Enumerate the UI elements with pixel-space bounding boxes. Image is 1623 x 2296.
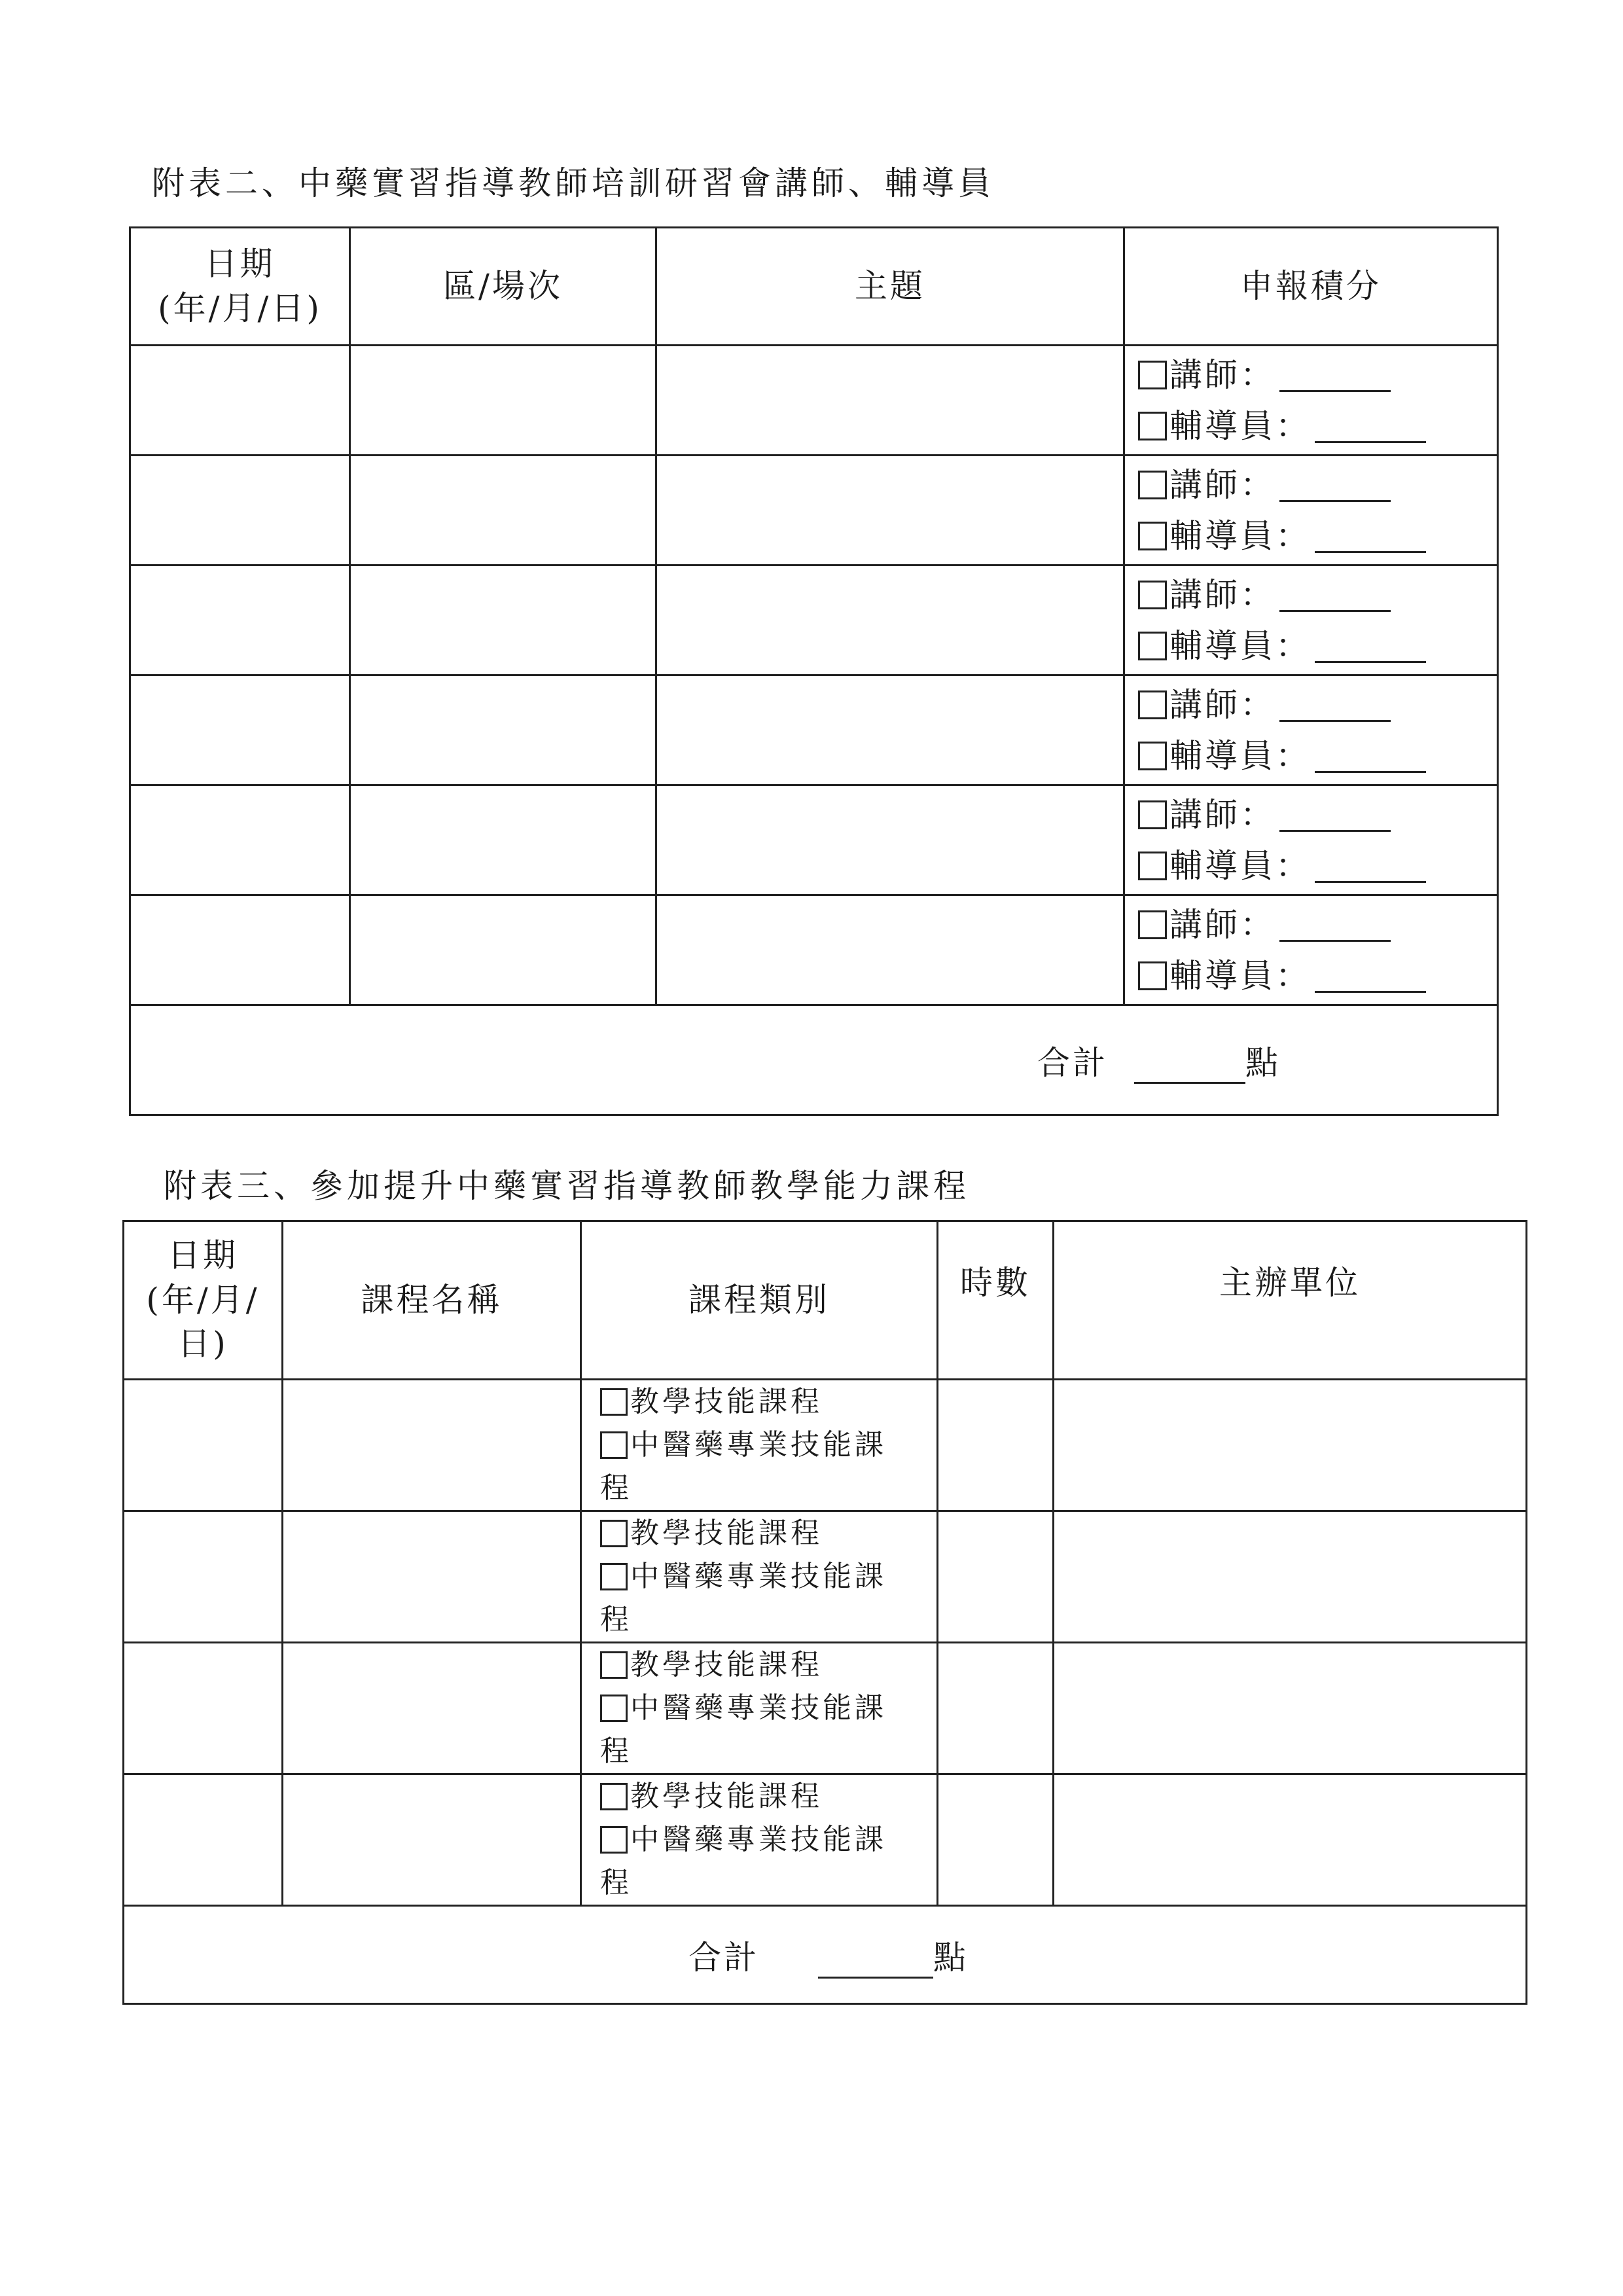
course-name-field[interactable] [283,1380,581,1511]
appendix2-total-row [130,1005,1498,1115]
date-field[interactable] [124,1380,283,1511]
table-row [130,565,1498,675]
topic-field[interactable] [656,785,1124,895]
header-date-line1: 日期 [204,245,276,283]
total-points-field[interactable] [1134,1049,1245,1084]
tutor-checkbox[interactable] [1138,632,1167,660]
course-type-cell [581,1774,938,1906]
tutor-checkbox[interactable] [1138,412,1167,440]
course-type-cell [581,1511,938,1643]
tutor-option [1138,401,1497,452]
lecturer-points-field[interactable] [1279,357,1391,392]
date-field[interactable] [130,785,350,895]
session-field[interactable] [350,456,656,565]
lecturer-points-field[interactable] [1279,907,1391,942]
header-hours: 時數 [938,1221,1054,1380]
tutor-label: 輔導員： [1169,956,1311,995]
course-type-cell [581,1643,938,1774]
tutor-points-field[interactable] [1315,738,1426,773]
topic-field[interactable] [656,456,1124,565]
appendix3-title: 附表三、參加提升中藥實習指導教師教學能力課程 [164,1167,970,1205]
header-points: 申報積分 [1124,228,1498,346]
date-field[interactable] [124,1643,283,1774]
tutor-option [1138,620,1497,672]
organizer-field[interactable] [1054,1774,1527,1906]
lecturer-option [1138,350,1497,401]
appendix3-total-row [124,1906,1527,2004]
teaching-skill-checkbox[interactable] [600,1388,628,1416]
table-row [124,1774,1527,1906]
topic-field[interactable] [656,675,1124,785]
header-organizer: 主辦單位 [1054,1221,1527,1380]
tutor-checkbox[interactable] [1138,742,1167,770]
points-claim-cell [1124,895,1498,1005]
tutor-checkbox[interactable] [1138,852,1167,880]
lecturer-points-field[interactable] [1279,577,1391,612]
tcm-skill-checkbox[interactable] [600,1695,628,1722]
teaching-skill-label: 教學技能課程 [630,1648,823,1681]
points-claim-cell [1124,675,1498,785]
teaching-skill-label: 教學技能課程 [630,1516,823,1550]
session-field[interactable] [350,565,656,675]
tutor-option [1138,840,1497,891]
header-date-line2: (年/月/日) [158,289,322,327]
tutor-label: 輔導員： [1169,516,1311,555]
tcm-skill-label-line2: 程 [600,1866,632,1899]
tcm-skill-checkbox[interactable] [600,1431,628,1459]
tutor-label: 輔導員： [1169,626,1311,665]
tutor-points-field[interactable] [1315,958,1426,993]
teaching-skill-option [600,1775,936,1818]
appendix2-table [129,226,1499,1116]
table-row [130,895,1498,1005]
table-row [130,456,1498,565]
lecturer-checkbox[interactable] [1138,581,1167,609]
total-unit: 點 [933,1938,969,1977]
tutor-points-field[interactable] [1315,408,1426,443]
date-field[interactable] [130,675,350,785]
session-field[interactable] [350,346,656,456]
course-name-field[interactable] [283,1643,581,1774]
date-field[interactable] [130,346,350,456]
lecturer-label: 講師： [1169,355,1275,394]
lecturer-points-field[interactable] [1279,797,1391,832]
header-session: 區/場次 [350,228,656,346]
points-claim-cell [1124,456,1498,565]
lecturer-option [1138,569,1497,620]
lecturer-option [1138,679,1497,730]
hours-field[interactable] [938,1380,1054,1511]
lecturer-label: 講師： [1169,905,1275,944]
header-date [130,228,350,346]
tcm-skill-label-line2: 程 [600,1734,632,1768]
header-course-type: 課程類別 [581,1221,938,1380]
teaching-skill-checkbox[interactable] [600,1651,628,1679]
hours-field[interactable] [938,1643,1054,1774]
tcm-skill-option [600,1555,936,1641]
hours-field[interactable] [938,1774,1054,1906]
appendix2-title: 附表二、中藥實習指導教師培訓研習會講師、輔導員 [152,164,995,202]
table-row [124,1643,1527,1774]
header-date-line1: 日期 [168,1236,238,1275]
teaching-skill-checkbox[interactable] [600,1783,628,1810]
lecturer-points-field[interactable] [1279,467,1391,502]
tcm-skill-checkbox[interactable] [600,1826,628,1854]
lecturer-label: 講師： [1169,685,1275,724]
teaching-skill-option [600,1380,936,1424]
topic-field[interactable] [656,346,1124,456]
session-field[interactable] [350,785,656,895]
points-claim-cell [1124,785,1498,895]
tcm-skill-option [600,1818,936,1905]
teaching-skill-option [600,1512,936,1555]
organizer-field[interactable] [1054,1643,1527,1774]
total-unit: 點 [1245,1043,1281,1082]
lecturer-label: 講師： [1169,795,1275,834]
tcm-skill-checkbox[interactable] [600,1563,628,1590]
date-field[interactable] [124,1511,283,1643]
teaching-skill-option [600,1643,936,1687]
lecturer-checkbox[interactable] [1138,361,1167,389]
table-row [124,1380,1527,1511]
appendix3-table [122,1220,1527,2005]
course-type-cell [581,1380,938,1511]
tutor-checkbox[interactable] [1138,961,1167,990]
tcm-skill-label-line2: 程 [600,1603,632,1636]
header-date-line2: (年/月/ [146,1280,260,1319]
total-label: 合計 [688,1938,759,1977]
points-claim-cell [1124,346,1498,456]
tcm-skill-label-line1: 中醫藥專業技能課 [630,1428,887,1462]
date-field[interactable] [130,565,350,675]
table-row [124,1511,1527,1643]
tutor-label: 輔導員： [1169,846,1311,885]
course-name-field[interactable] [283,1511,581,1643]
date-field[interactable] [130,895,350,1005]
tutor-option [1138,730,1497,781]
tutor-points-field[interactable] [1315,518,1426,553]
lecturer-checkbox[interactable] [1138,471,1167,499]
date-field[interactable] [130,456,350,565]
tutor-option [1138,950,1497,1001]
tutor-label: 輔導員： [1169,736,1311,775]
header-date [124,1221,283,1380]
tcm-skill-option [600,1424,936,1510]
header-topic: 主題 [656,228,1124,346]
topic-field[interactable] [656,565,1124,675]
session-field[interactable] [350,895,656,1005]
date-field[interactable] [124,1774,283,1906]
table-row [130,675,1498,785]
lecturer-label: 講師： [1169,575,1275,614]
table-row [130,346,1498,456]
teaching-skill-label: 教學技能課程 [630,1385,823,1418]
tutor-label: 輔導員： [1169,406,1311,445]
lecturer-points-field[interactable] [1279,687,1391,722]
hours-field[interactable] [938,1511,1054,1643]
tutor-points-field[interactable] [1315,628,1426,663]
total-points-field[interactable] [818,1944,933,1979]
organizer-field[interactable] [1054,1511,1527,1643]
teaching-skill-label: 教學技能課程 [630,1780,823,1813]
tutor-option [1138,511,1497,562]
organizer-field[interactable] [1054,1380,1527,1511]
lecturer-checkbox[interactable] [1138,691,1167,719]
tcm-skill-label-line1: 中醫藥專業技能課 [630,1823,887,1856]
tcm-skill-label-line1: 中醫藥專業技能課 [630,1691,887,1725]
table-row [130,785,1498,895]
course-name-field[interactable] [283,1774,581,1906]
lecturer-option [1138,459,1497,511]
tcm-skill-option [600,1687,936,1773]
header-course-name: 課程名稱 [283,1221,581,1380]
total-label: 合計 [1037,1043,1108,1082]
lecturer-option [1138,899,1497,950]
header-date-line3: 日) [177,1325,228,1363]
tutor-checkbox[interactable] [1138,522,1167,550]
tutor-points-field[interactable] [1315,848,1426,883]
topic-field[interactable] [656,895,1124,1005]
teaching-skill-checkbox[interactable] [600,1520,628,1547]
lecturer-label: 講師： [1169,465,1275,504]
points-claim-cell [1124,565,1498,675]
lecturer-checkbox[interactable] [1138,800,1167,829]
session-field[interactable] [350,675,656,785]
tcm-skill-label-line2: 程 [600,1471,632,1505]
lecturer-checkbox[interactable] [1138,910,1167,939]
tcm-skill-label-line1: 中醫藥專業技能課 [630,1560,887,1593]
lecturer-option [1138,789,1497,840]
